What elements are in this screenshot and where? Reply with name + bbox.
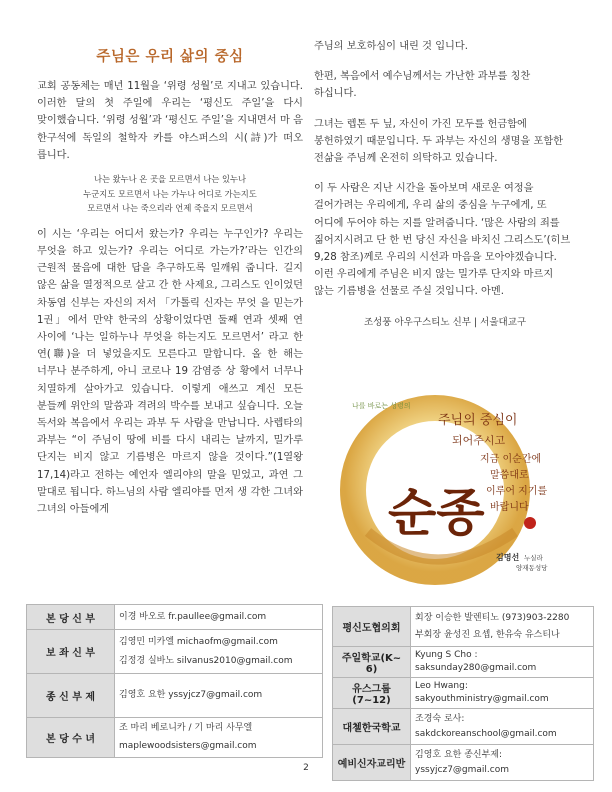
contact-line: maplewoodsisters@gmail.com [119,741,257,751]
poem-quote [37,172,303,216]
body-paragraph: 주님의 보호하심이 내린 것 입니다. [314,41,468,52]
poem-line: 누군지도 모르면서 나는 가누나 어디로 가는지도 [83,188,257,199]
calligraphy-image [340,382,565,587]
table-row [27,630,323,674]
row-label: 주일학교(K~ 6) [333,647,411,678]
contact-line: 조 마리 베로니카 / 기 마리 사무엘 [119,723,253,733]
ministry-contact-table [332,606,594,781]
contact-line: Leo Hwang: sakyouthministry@gmail.com [415,681,549,704]
artist-name: 김명선 [496,553,520,562]
poem-line: 모르면서 나는 죽으리라 언제 죽을지 모르면서 [87,203,253,214]
row-label: 평신도협의회 [333,607,411,647]
row-label: 유스그룹(7~12) [333,678,411,709]
row-value [115,605,323,630]
red-seal-icon [524,517,536,529]
clergy-contact-table [26,604,323,758]
calligraphy-artwork [340,382,565,587]
table-row [333,647,594,678]
table-row [27,674,323,718]
row-label: 본 당 신 부 [27,605,115,630]
table-row [27,605,323,630]
poem-line: 나는 왔누나 온 곳을 모르면서 나는 있누나 [93,174,247,185]
table-row [333,709,594,745]
row-label: 예비신자교리반 [333,745,411,781]
row-value [115,630,323,674]
artist-subname: 누실라 [524,554,543,562]
contact-line: Kyung S Cho : saksunday280@gmail.com [415,650,537,673]
row-label: 종 신 부 제 [27,674,115,718]
contact-line: 조경숙 로사: [415,713,465,724]
calligraphy-line: 주님의 중심이 [438,413,518,428]
calligraphy-line: 이루어 지기를 [486,486,548,497]
contact-line: 김영호 요한 yssyjcz7@gmail.com [119,690,263,700]
row-value [115,718,323,758]
contact-line: 김정경 실바노 silvanus2010@gmail.com [119,655,293,666]
article-left-column [37,45,303,518]
contact-line: 부회장 윤성진 요셉, 한유숙 유스티나 [415,629,560,640]
calligraphy-line: 말씀대로 [490,470,529,481]
article-title: 주님은 우리 삶의 중심 [96,49,244,65]
row-value [411,607,594,647]
art-small-caption: 나를 바로는 성령의 [352,402,411,410]
body-paragraph: 한편, 복음에서 예수님께서는 가난한 과부를 칭찬 하십니다. [314,71,531,100]
artist-organization: 양재동성당 [516,564,548,572]
body-paragraph: 이 두 사람은 지난 시간을 돌아보며 새로운 여정을 걸어가려는 우리에게, 우리 삶의 중심을 누구에게, 또 어디에 두어야 하는 지를 알려줍니다. ‘많은 사람의 죄를 짊어지시려고 단 한 번 당신 자신을 바치신 그리스도’(히브 9,28 참조)께로 우리의 시선과 마음을 모아야겠습니다. 이런 우리에게 주님은 비지 않는 밀가루 단지와 마르지 않는 기름병을 선물로 주실 것입니다. 아멘. [314,183,571,298]
table-row [333,607,594,647]
page-number: 2 [303,763,309,773]
contact-line: 회장 이승한 발렌티노 (973)903-2280 [415,612,570,623]
row-value [411,647,594,678]
intro-paragraph: 교회 공동체는 매년 11월을 ‘위령 성월’로 지내고 있습니다. 이러한 달의 첫 주일에 우리는 ‘평신도 주일’을 다시 맞이했습니다. ‘위령 성월’과 ‘평신도 주일’을 지내면서 마 음 한구석에 독일의 철학자 카를 야스퍼스의 시(詩)가 떠오 릅니다. [37,81,303,161]
row-label: 본 당 수 녀 [27,718,115,758]
contact-line: sakdckoreanschool@gmail.com [415,728,557,739]
contact-line: 이경 바오로 fr.paullee@gmail.com [119,611,267,622]
row-value [411,678,594,709]
calligraphy-main-text: 순종 [388,483,485,542]
article-right-column [314,38,576,328]
table-row [333,678,594,709]
body-paragraph: 이 시는 ‘우리는 어디서 왔는가? 우리는 누구인가? 우리는 무엇을 하고 있는가? 우리는 어디로 가는가?’라는 인간의 근원적 물음에 대한 답을 추구하도록 일깨워 줍니다. 길지 않은 삶을 열정적으로 살고 간 한 사제요, 그리스도 인이었던 차동엽 신부는 자신의 저서 「가톨릭 신자는 무엇 을 믿는가 1권」에서 만약 한국의 상황이었다면 둘째 연과 셋째 연 사이에 ‘나는 일하누나 무엇을 하는지도 모르면서’ 라고 한 연(聯)을 더 넣었을지도 모른다고 말합니다. 올 한 해는 너무나 분주하게, 아니 코로나 19 감염증 상 황에서 너무나 치열하게 살아가고 있습니다. 이렇게 애쓰고 계신 모든 분들께 위안의 말씀과 격려의 박수를 보내고 싶습니다. 오늘 독서와 복음에서 우리는 과부 두 사람을 만납니다. 사렙타의 과부는 “이 주님이 땅에 비를 다시 내리는 날까지, 밀가루 단지는 비지 않고 기름병은 마르지 않을 것이다.”(1열왕 17,14)라고 전하는 예언자 엘리야의 말을 믿었고, 과연 그 말대로 됩니다. 하느님의 사람 엘리야를 먼저 생 각한 그녀와 그녀의 아들에게 [37,228,303,516]
calligraphy-line: 지금 이순간에 [480,454,542,465]
contact-line: 김영호 요한 종신부제: [415,749,503,760]
table-row [27,718,323,758]
author-signature: 조성풍 아우구스티노 신부 | 서울대교구 [363,316,527,328]
row-value [411,709,594,745]
calligraphy-line: 바랍니다 [490,502,529,513]
row-label: 보 좌 신 부 [27,630,115,674]
contact-line: yssyjcz7@gmail.com [415,764,510,775]
row-label: 대첼한국학교 [333,709,411,745]
contact-line: 김영민 미카엘 michaofm@gmail.com [119,636,278,647]
body-paragraph: 그녀는 렙톤 두 닢, 자신이 가진 모두를 헌금함에 봉헌하였기 때문입니다. 두 과부는 자신의 생명을 포함한 전삶을 주님께 온전히 의탁하고 있습니다. [314,118,564,165]
calligraphy-line: 되어주시고 [452,434,506,447]
row-value [115,674,323,718]
